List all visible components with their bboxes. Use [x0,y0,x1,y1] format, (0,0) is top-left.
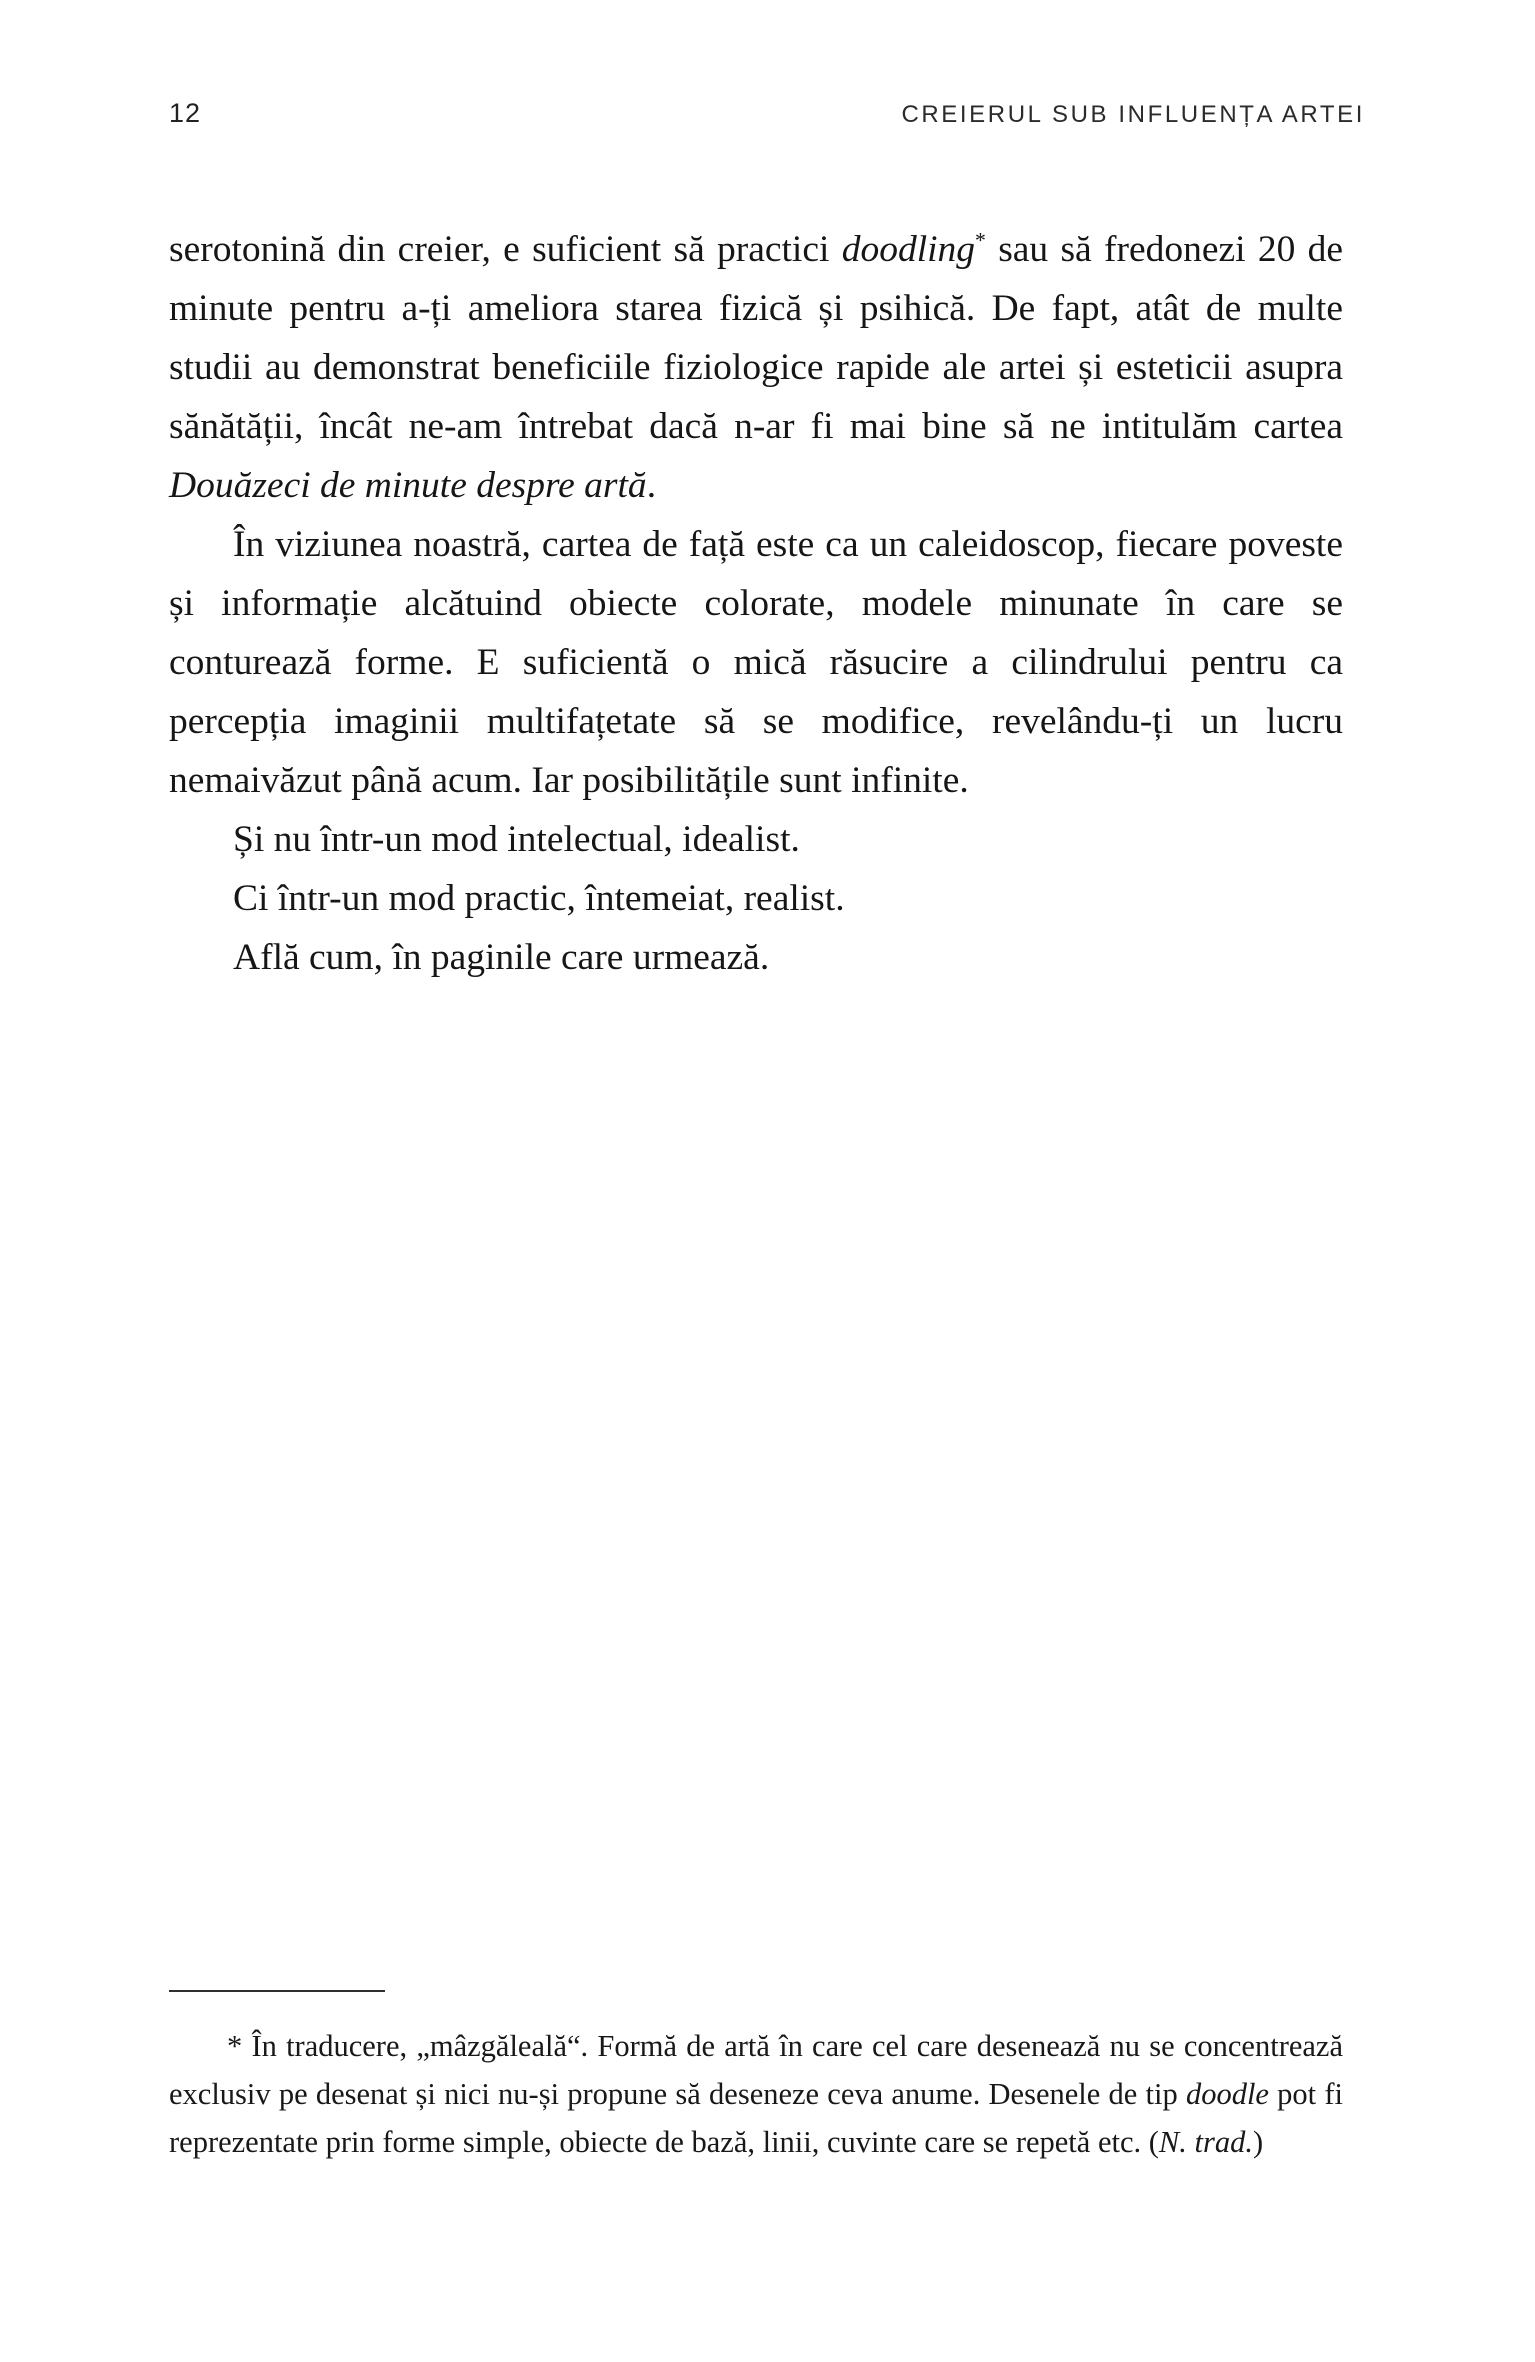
paragraph-3: Și nu într-un mod intelectual, idealist. [233,819,800,860]
footnote-text [169,2022,1343,2166]
footnote-marker: * [975,228,986,253]
footnote-segment: * În traducere, „mâzgăleală“. Formă de artă în care cel care desenează nu se concentrează exclusiv pe desenat și nici nu-și propune să deseneze ceva anume. Desenele de tip [169,2029,1343,2111]
text-segment: sau să fredonezi 20 de minute pentru a-ți ameliora starea fizică și psihică. De fapt, atât de multe studii au demonstrat beneficiile fiziologice rapide ale artei și esteticii asupra sănătății, încât ne-am întrebat dacă n-ar fi mai bine să ne intitulăm cartea [169,229,1343,447]
text-segment: . [646,465,657,506]
italic-translator-note: N. trad. [1158,2125,1253,2159]
paragraph-5: Află cum, în paginile care urmează. [233,937,770,978]
footnote-separator-rule [169,1990,385,1992]
text-segment: serotonină din creier, e suficient să practici [169,229,842,270]
footnote-segment: ) [1252,2125,1264,2159]
italic-term-doodle: doodle [1185,2077,1269,2111]
paragraph-2: În viziunea noastră, cartea de față este ca un caleidoscop, fiecare poveste și informație alcătuind obiecte colorate, modele minunate în care se conturează forme. E suficientă o mică răsucire a cilindrului pentru ca percepția imaginii multifațetate să se modifice, revelându-ți un lucru nemaivăzut până acum. Iar posibilitățile sunt infinite. [169,524,1343,801]
page-number: 12 [169,98,202,128]
paragraph-4: Ci într-un mod practic, întemeiat, realist. [233,878,845,919]
italic-term-doodling: doodling [841,229,976,270]
running-head-title: CREIERUL SUB INFLUENȚA ARTEI [901,101,1365,128]
footnote-segment: pot fi reprezentate prin forme simple, obiecte de bază, linii, cuvinte care se repetă etc. ( [169,2077,1343,2159]
body-text-block [169,220,1343,987]
italic-book-title: Douăzeci de minute despre artă [169,465,647,506]
paragraph-1 [169,220,1343,515]
page-header [169,98,1365,129]
footnote-block [169,1990,1343,2166]
